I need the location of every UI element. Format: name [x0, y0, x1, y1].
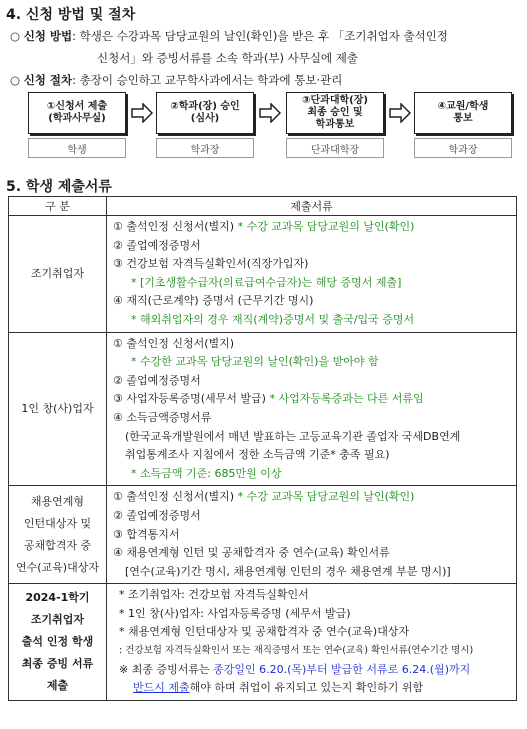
procedure-text: : 총장이 승인하고 교무학사과에서는 학과에 통보‧관리	[72, 73, 343, 87]
header-category: 구 분	[9, 197, 107, 216]
procedure-line	[10, 72, 342, 88]
flow-step-2	[156, 92, 254, 158]
row-category: 채용연계형 인턴대상자 및 공채합격자 중 연수(교육)대상자	[9, 486, 107, 584]
table-header	[9, 197, 517, 216]
circle-bullet-icon: ○	[10, 73, 21, 87]
flow-step-3-box: ③단과대학(장) 최종 승인 및 학과통보	[286, 92, 384, 134]
row-documents: ① 출석인정 신청서(별지) * 수강 교과목 담당교원의 날인(확인) ② 졸업예정증명서 ③ 건강보험 자격득실확인서(직장가입자) * [기초생활수급자(의료급여수급자)는 해당 증명서 제출] ④ 재직(근로계약) 증명서 (근무기간 명시) * 해외취업자의 경우 재직(계약)증명서 및 출국/입국 증명서	[107, 216, 517, 333]
row-documents: * 조기취업자: 건강보험 자격득실확인서 * 1인 창(사)업자: 사업자등록증명 (세무서 발급) * 채용연계형 인턴대상자 및 공채합격자 중 연수(교육)대상자 : 건강보험 자격득실확인서 또는 재직증명서 또는 연수(교육) 확인서류(연수기간 명시) ※ 최종 증빙서류는 종강일인 6.20.(목)부터 발급한 서류로 6.24.(월)까지 반드시 제출해야 하며 취업이 유지되고 있는지 확인하기 위함	[107, 584, 517, 701]
table-row	[9, 216, 517, 333]
table-row	[9, 584, 517, 701]
method-label: 신청 방법	[23, 29, 73, 43]
circle-bullet-icon: ○	[10, 29, 21, 43]
flow-step-1-box: ①신청서 제출 (학과사무실)	[28, 92, 126, 134]
row-documents: ① 출석인정 신청서(별지) * 수강 교과목 담당교원의 날인(확인) ② 졸업예정증명서 ③ 합격통지서 ④ 채용연계형 인턴 및 공채합격자 중 연수(교육) 확인서류 [연수(교육)기간 명시, 채용연계형 인턴의 경우 채용연계 부분 명시)]	[107, 486, 517, 584]
flow-step-3	[286, 92, 384, 158]
arrow-right-icon	[389, 103, 411, 123]
procedure-flow	[28, 92, 508, 158]
flow-step-3-role: 단과대학장	[286, 138, 384, 158]
table-row	[9, 486, 517, 584]
flow-step-1-role: 학생	[28, 138, 126, 158]
flow-step-1	[28, 92, 126, 158]
flow-step-2-role: 학과장	[156, 138, 254, 158]
flow-step-4-role: 학과장	[414, 138, 512, 158]
row-category: 1인 창(사)업자	[9, 332, 107, 486]
flow-step-2-box: ②학과(장) 승인 (심사)	[156, 92, 254, 134]
section-5-title: 5. 학생 제출서류	[6, 179, 112, 195]
row-category: 2024-1학기 조기취업자 출석 인정 학생 최종 증빙 서류 제출	[9, 584, 107, 701]
documents-table	[8, 196, 517, 701]
flow-step-4-box: ④교원/학생 통보	[414, 92, 512, 134]
procedure-label: 신청 절차	[23, 73, 73, 87]
row-category: 조기취업자	[9, 216, 107, 333]
flow-step-4	[414, 92, 512, 158]
row-documents: ① 출석인정 신청서(별지) * 수강한 교과목 담당교원의 날인(확인)을 받아야 함 ② 졸업예정증명서 ③ 사업자등록증명(세무서 발급) * 사업자등록증과는 다른 서류임 ④ 소득금액증명서류 (한국교육개발원에서 매년 발표하는 고등교육기관 졸업자 국세DB연계 취업통계조사 지침에서 정한 소득금액 기준* 충족 필요) * 소득금액 기준: 685만원 이상	[107, 332, 517, 486]
method-line-1	[10, 28, 448, 44]
method-text-1: : 학생은 수강과목 담당교원의 날인(확인)을 받은 후 「조기취업자 출석인정	[72, 29, 448, 43]
table-row	[9, 332, 517, 486]
header-docs: 제출서류	[107, 197, 517, 216]
arrow-right-icon	[259, 103, 281, 123]
section-4-title: 4. 신청 방법 및 절차	[6, 7, 136, 23]
method-line-2: 신청서」와 증빙서류를 소속 학과(부) 사무실에 제출	[97, 51, 358, 65]
arrow-right-icon	[131, 103, 153, 123]
